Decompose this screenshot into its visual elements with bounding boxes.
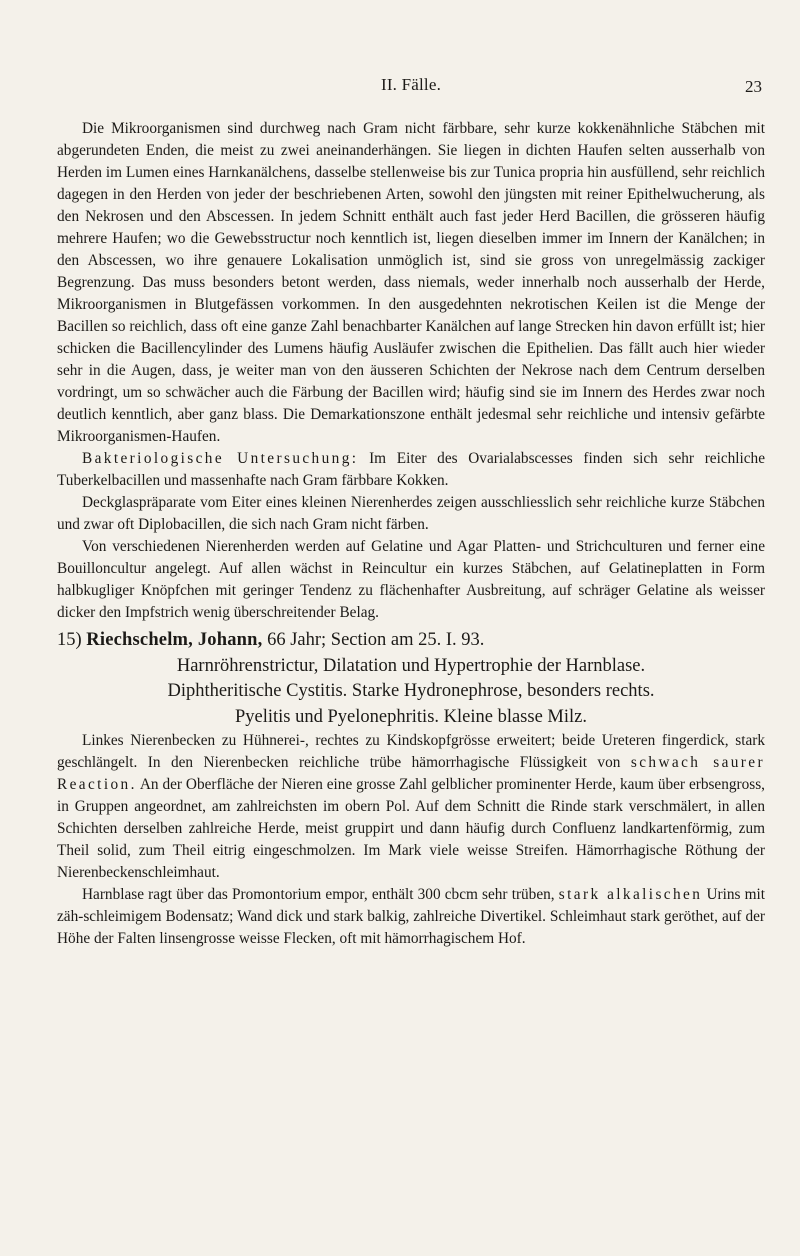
paragraph-cultures: Von verschiedenen Nierenherden werden auf Gelatine und Agar Platten- und Strichculturen und ferner eine Bouilloncultur angelegt. Auf allen wächst in Reincultur ein kurzes Stäbchen, auf Gelatineplatten in Form halbkugliger Knöpfchen mit geringer Tendenz zu flächenhafter Ausbreitung, auf schräger Gelatine als weisser dicker den Impfstrich wenig überschreitender Belag. — [57, 538, 765, 621]
paragraph-bladder-findings — [57, 884, 765, 950]
case-diagnosis-line-3: Pyelitis und Pyelonephritis. Kleine blasse Milz. — [235, 706, 587, 727]
case-details: 66 Jahr; Section am 25. I. 93. — [262, 630, 485, 650]
case-number: 15) — [57, 630, 82, 650]
running-head: II. Fälle. — [380, 75, 442, 94]
page-header — [57, 0, 765, 118]
kidney-text-start: Linkes Nierenbecken zu Hühnerei-, rechtes zu Kindskopfgrösse erweitert; beide Ureteren fingerdick, stark geschlängelt. In den Nierenbecken reichliche trübe hämorrhagische Flüssigkeit von — [57, 732, 765, 771]
patient-name: Riechschelm, Johann, — [86, 630, 263, 650]
case-heading — [57, 628, 765, 730]
bacteriology-text: Im Eiter des Ovarialabscesses finden sich sehr reichliche Tuberkelbacillen und massenhafte nach Gram färbbare Kokken. — [57, 450, 765, 489]
page-body — [57, 118, 765, 950]
case-diagnosis-line-1: Harnröhrenstrictur, Dilatation und Hypertrophie der Harnblase. — [176, 655, 646, 676]
paragraph-microorganisms: Die Mikroorganismen sind durchweg nach Gram nicht färbbare, sehr kurze kokkenähnliche Stäbchen mit abgerundeten Enden, die meist zu zwei aneinanderhängen. Sie liegen in dichten Haufen selten ausserhalb von Herden im Lumen eines Harnkanälchens, dasselbe stellenweise bis zur Tunica propria hin ausfüllend, sehr reichlich dagegen in den Herden von jeder der beschriebenen Arten, sowohl den jüngsten mit reiner Epithelwucherung, als den Nekrosen und den Abscessen. In jedem Schnitt enthält auch fast jeder Herd Bacillen, die grösseren häufig mehrere Haufen; wo die Gewebsstructur noch kenntlich ist, liegen dieselben immer im Innern der Kanälchen; in den Abscessen, wo ihre genauere Lokalisation unmöglich ist, sind sie gross von unregelmässig zackiger Begrenzung. Das muss besonders betont werden, dass niemals, weder innerhalb noch ausserhalb der Herde, Mikroorganismen in Blutgefässen vorkommen. In den ausgedehnten nekrotischen Keilen ist die Menge der Bacillen so reichlich, dass oft eine ganze Zahl benachbarter Kanälchen auf lange Strecken hin davon erfüllt ist; hier schicken die Bacillencylinder des Lumens häufig Ausläufer zwischen die Epithelien. Das fällt auch hier wieder sehr in die Augen, dass, je weiter man von den äusseren Schichten der Nekrose nach dem Centrum derselben vordringt, um so schwächer auch die Färbung der Bacillen wird; häufig sind sie im Innern des Herdes zwar noch deutlich kenntlich, aber ganz blass. Die Demarkationszone enthält jedesmal sehr reichliche und intensiv gefärbte Mikroorganismen-Haufen. — [57, 120, 765, 445]
bladder-text-end: Urins mit zäh-schleimigem Bodensatz; Wand dick und stark balkig, zahlreiche Divertikel. Schleimhaut stark geröthet, auf der Höhe der Falten linsengrosse weisse Flecken, oft mit hämorrhagischem Hof. — [57, 886, 765, 947]
bladder-text-start: Harnblase ragt über das Promontorium empor, enthält 300 cbcm sehr trüben, — [82, 886, 559, 903]
paragraph-coverslip: Deckglaspräparate vom Eiter eines kleinen Nierenherdes zeigen ausschliesslich sehr reichliche kurze Stäbchen und zwar oft Diplobacillen, die sich nach Gram nicht färben. — [57, 494, 765, 533]
paragraph-bacteriology — [57, 448, 765, 492]
kidney-text-end: An der Oberfläche der Nieren eine grosse Zahl gelblicher prominenter Herde, kaum über erbsengross, in Gruppen angeordnet, am zahlreichsten im obern Pol. Auf dem Schnitt die Rinde stark verschmälert, in allen Schichten derselben zahlreiche Herde, meist gruppirt und dann häufig durch Confluenz landkartenförmig, zum Theil solid, zum Theil eitrig eingeschmolzen. Im Mark viele weisse Streifen. Hämorrhagische Röthung der Nierenbeckenschleimhaut. — [57, 776, 765, 881]
case-title-line — [57, 628, 765, 654]
kidney-text-spaced: schwach saurer Reaction. — [57, 754, 765, 793]
book-page — [57, 0, 765, 1256]
bacteriology-label: Bakteriologische Untersuchung: — [82, 450, 359, 467]
paragraph-kidney-findings — [57, 730, 765, 884]
case-diagnosis-line-2: Diphtheritische Cystitis. Starke Hydronephrose, besonders rechts. — [167, 681, 655, 701]
bladder-text-spaced: stark alkalischen — [558, 886, 703, 903]
page-number: 23 — [745, 77, 762, 96]
